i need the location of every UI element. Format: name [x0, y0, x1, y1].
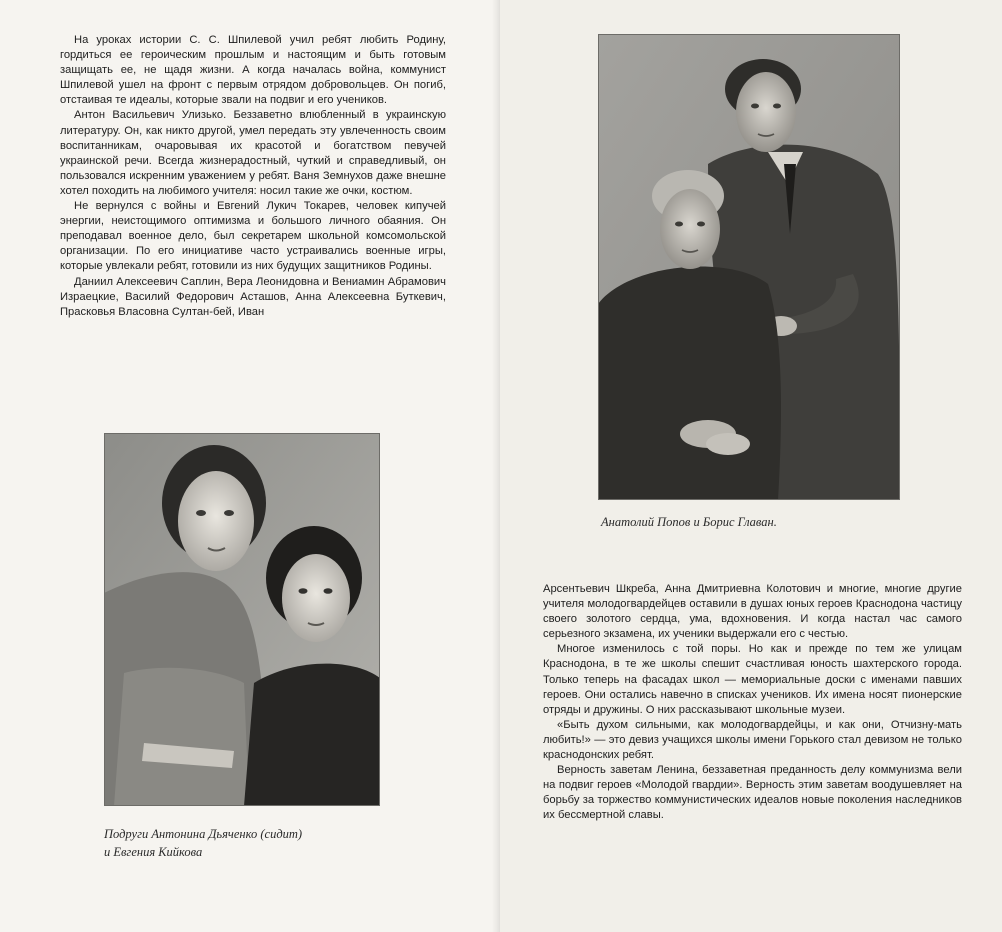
- paragraph: Антон Васильевич Улизько. Беззаветно влюбленный в украинскую литературу. Он, как никто другой, умел передать эту увлеченность своим воспитанникам, очаровывая их красотой и богатством певучей украинской речи. Всегда жизнерадостный, чуткий и справедливый, он пользовался искренним уважением у ребят. Ваня Земнухов даже внешне хотел походить на любимого учителя: носил такие же очки, костюм.: [60, 109, 446, 197]
- caption-line: и Евгения Кийкова: [104, 845, 203, 859]
- right-page-text: [543, 582, 962, 824]
- photo-two-girls-image: [104, 433, 380, 806]
- left-page-text: [60, 33, 446, 320]
- left-page: [0, 0, 500, 932]
- photo-caption-girls: [104, 825, 394, 861]
- caption-line: Подруги Антонина Дьяченко (сидит): [104, 827, 303, 841]
- paragraph: На уроках истории С. С. Шпилевой учил ребят любить Родину, гордиться ее героическим прошлым и настоящим и быть готовым защищать ее, не щадя жизни. А когда началась война, коммунист Шпилевой ушел на фронт с первым отрядом добровольцев. Он погиб, отстаивая те идеалы, которые звали на подвиг и его учеников.: [60, 34, 446, 107]
- photo-two-boys: [598, 34, 900, 500]
- caption-line: Анатолий Попов и Борис Главан.: [601, 515, 777, 529]
- paragraph: Многое изменилось с той поры. Но как и прежде по тем же улицам Краснодона, в те же школы спешит счастливая юность шахтерского города. Только теперь на фасадах школ — мемориальные доски с именами павших героев. Они остались навечно в списках учеников. Их имена носят пионерские отряды и дружины. О них рассказывают школьные музеи.: [543, 643, 962, 716]
- paragraph: «Быть духом сильными, как молодогвардейцы, и как они, Отчизну-мать любить!» — это девиз учащихся школы имени Горького стал девизом не только краснодонских ребят.: [543, 718, 962, 762]
- paragraph: Не вернулся с войны и Евгений Лукич Токарев, человек кипучей энергии, неистощимого оптимизма и большого личного обаяния. Он преподавал военное дело, был секретарем школьной комсомольской организации. По его инициативе часто устраивались военные игры, которые увлекали ребят, готовили из них будущих защитников Родины.: [60, 200, 446, 273]
- paragraph: Арсентьевич Шкреба, Анна Дмитриевна Колотович и многие, многие другие учителя молодогвардейцев оставили в душах юных героев Краснодона частицу своего золотого сердца, ума, вдохновения. И когда настал час самого серьезного экзамена, их ученики выдержали его с честью.: [543, 583, 962, 641]
- paragraph: Верность заветам Ленина, беззаветная преданность делу коммунизма вели на подвиг героев «Молодой гвардии». Верность этим заветам воодушевляет на борьбу за торжество коммунистических идеалов новые поколения наследников их бессмертной славы.: [543, 764, 962, 822]
- photo-two-girls: [104, 433, 380, 806]
- photo-two-boys-image: [598, 34, 900, 500]
- photo-caption-boys: [601, 513, 901, 531]
- paragraph: Даниил Алексеевич Саплин, Вера Леонидовна и Вениамин Абрамович Израецкие, Василий Федорович Асташов, Анна Алексеевна Буткевич, Прасковья Власовна Султан-бей, Иван: [60, 275, 446, 318]
